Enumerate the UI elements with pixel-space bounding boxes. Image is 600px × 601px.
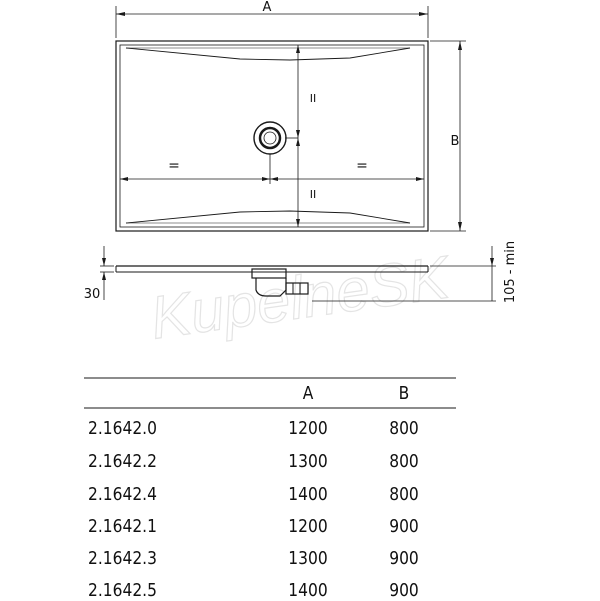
dimension-a (116, 6, 428, 38)
dimension-b (430, 41, 466, 231)
table-header-a: A (302, 383, 314, 404)
table-row-a: 1200 (288, 418, 328, 439)
watermark: KupelneSK (146, 243, 453, 352)
drain-inner (260, 128, 280, 148)
table-row-a: 1200 (288, 516, 328, 537)
dimension-b-label: B (450, 134, 460, 149)
table-row-a: 1400 (288, 484, 328, 505)
depth-label: 30 (83, 287, 101, 302)
table-row-b: 800 (389, 484, 419, 505)
table-row-code: 2.1642.4 (88, 484, 157, 505)
table-row-b: 900 (389, 548, 419, 569)
table-row-code: 2.1642.2 (88, 451, 157, 472)
table-row-code: 2.1642.5 (88, 580, 157, 601)
parallel-mark-bottom: II (309, 188, 317, 201)
table-header-b: B (398, 383, 410, 404)
slope-line-bottom (126, 211, 410, 223)
table-row-code: 2.1642.1 (88, 516, 157, 537)
table-row-b: 800 (389, 451, 419, 472)
table-row-a: 1300 (288, 548, 328, 569)
equal-mark-left: = (168, 158, 180, 174)
table-row-a: 1300 (288, 451, 328, 472)
tray-inner-rim (120, 45, 424, 227)
height-label: 105 - min (503, 240, 518, 304)
parallel-mark-top: II (309, 92, 317, 105)
tray-outline (116, 41, 428, 231)
dimension-a-label: A (262, 0, 272, 15)
table-row-code: 2.1642.3 (88, 548, 157, 569)
table-row-code: 2.1642.0 (88, 418, 157, 439)
table-row-b: 900 (389, 516, 419, 537)
slope-line-top (126, 48, 410, 60)
equal-mark-right: = (356, 158, 368, 174)
table-row-b: 900 (389, 580, 419, 601)
table-row-a: 1400 (288, 580, 328, 601)
top-view (116, 41, 428, 231)
table-row-b: 800 (389, 418, 419, 439)
